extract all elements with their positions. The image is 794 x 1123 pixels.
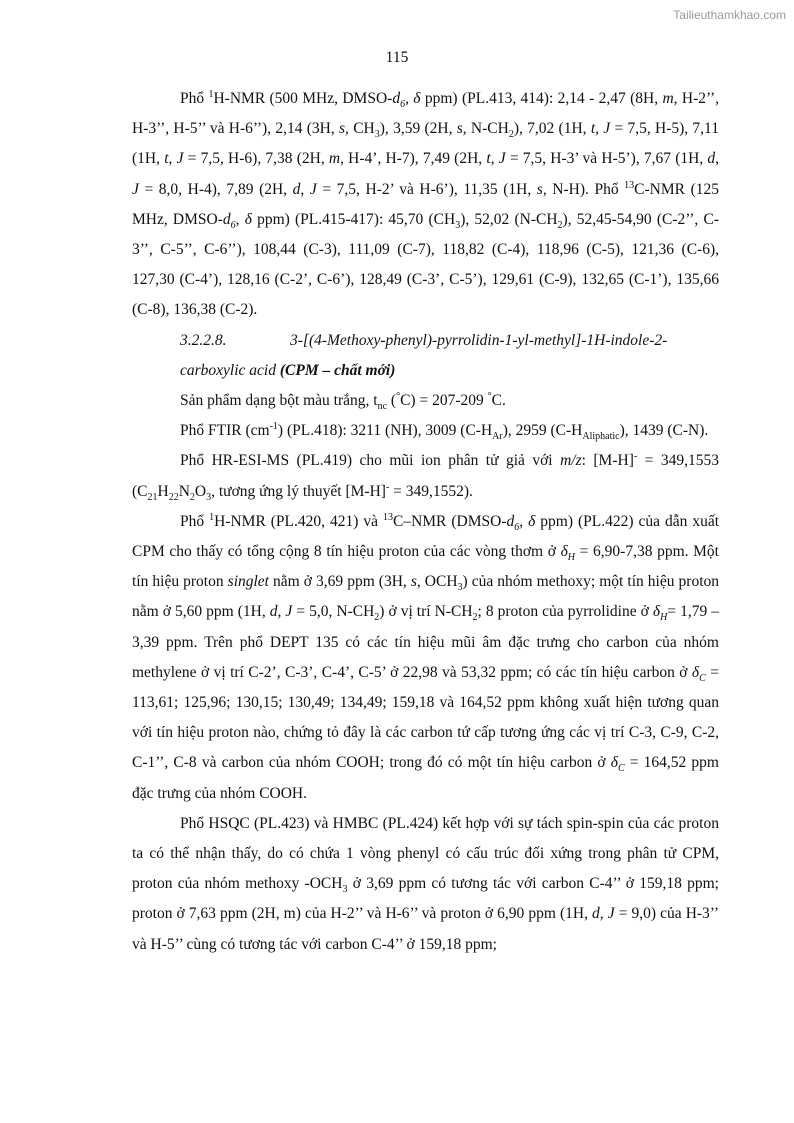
paragraph-product: Sản phẩm dạng bột màu trắng, $t_{nc}$ (°C) = 207-209 °C. xyxy=(180,390,506,413)
section-heading xyxy=(132,326,719,386)
section-number: 3.2.2.8. xyxy=(180,331,227,349)
paragraph-ms: Phổ HR-ESI-MS (PL.419) cho mũi ion phân tử giả với m/z: [M-H]- = 349,1553 ($C_{21}H_{22}N_2O_3$, tương ứng lý thuyết [M-H]- = 349,1552). xyxy=(132,451,719,503)
document-body xyxy=(132,84,719,960)
paragraph-nmr: Phổ $^1$H-NMR (PL.420, 421) và $^{13}$C–NMR ($DMSO-d_6$, δ ppm) (PL.422) của dẫn xuất CPM cho thấy có tổng cộng 8 tín hiệu proton của các vòng thơm ở $\delta_H = 6,90-7,38$ ppm. Một tín hiệu proton singlet nằm ở 3,69 ppm (3H, s, $OCH_3$) của nhóm methoxy; một tín hiệu proton nằm ở 5,60 ppm (1H, d, J = 5,0, $N-CH_2$) ở vị trí $N-CH_2$; 8 proton của pyrrolidine ở $\delta_H= 1,79 - 3,39$ ppm. Trên phổ DEPT 135 có các tín hiệu mũi âm đặc trưng cho carbon của nhóm methylene ở vị trí C-2’, C-3’, C-4’, C-5’ ở 22,98 và 53,32 ppm; có các tín hiệu carbon ở $\delta_C = 113,61$; 125,96; 130,15; 130,49; 134,49; 159,18 và 164,52 ppm không xuất hiện tương quan với tín hiệu proton nào, chứng tỏ đây là các carbon tứ cấp tương ứng các vị trí C-3, C-9, C-2, C-1’’, C-8 và carbon của nhóm COOH; trong đó có một tín hiệu carbon ở $\delta_C = 164,52$ ppm đặc trưng của nhóm COOH. xyxy=(132,511,720,802)
paragraph-ftir: Phổ FTIR $(cm^{-1})$ (PL.418): 3211 (NH), 3009 $(C-H_{Ar})$, 2959 $(C-H_{Aliphatic})$, 1439 (C-N). xyxy=(180,421,709,443)
section-title: 3-[(4-Methoxy-phenyl)-pyrrolidin-1-yl-methyl]-1H-indole-2-carboxylic acid (CPM – chất mới) xyxy=(180,331,668,379)
watermark: Tailieuthamkhao.com xyxy=(673,8,786,22)
page-number: 115 xyxy=(385,49,409,66)
paragraph-hsqc: Phổ HSQC (PL.423) và HMBC (PL.424) kết hợp với sự tách spin-spin của các proton ta có thể nhận thấy, do có chứa 1 vòng phenyl có cấu trúc đối xứng trong phân tử CPM, proton của nhóm methoxy $-OCH_3$ ở 3,69 ppm có tương tác với carbon C-4’’ ở 159,18 ppm; proton ở 7,63 ppm (2H, m) của H-2’’ và H-6’’ và proton ở 6,90 ppm (1H, d, J = 9,0) của H-3’’ và H-5’’ cùng có tương tác với carbon C-4’’ ở 159,18 ppm; xyxy=(132,814,719,953)
paragraph-nmr-previous: Phổ $^1$H-NMR (500 MHz, DMSO-$d_6$, δ ppm) (PL.413, 414): 2,14 - 2,47 (8H, m, H-2’’, H-3’’, H-5’’ và H-6’’), 2,14 (3H, s, $CH_3$), 3,59 (2H, s, $N-CH_2$), 7,02 (1H, t, J = 7,5, H-5), 7,11 (1H, t, J = 7,5, H-6), 7,38 (2H, m, H-4’, H-7), 7,49 (2H, t, J = 7,5, H-3’ và H-5’), 7,67 (1H, d, J = 8,0, H-4), 7,89 (2H, d, J = 7,5, H-2’ và H-6’), 11,35 (1H, s, N-H). Phổ $^{13}$C-NMR (125 MHz, DMSO-$d_6$, δ ppm) (PL.415-417): 45,70 $(CH_3)$, 52,02 $(N-CH_2)$, 52,45-54,90 (C-2’’, C-3’’, C-5’’, C-6’’), 108,44 (C-3), 111,09 (C-7), 118,82 (C-4), 118,96 (C-5), 121,36 (C-6), 127,30 (C-4’), 128,16 (C-2’, C-6’), 128,49 (C-3’, C-5’), 129,61 (C-9), 132,65 (C-1’), 135,66 (C-8), 136,38 (C-2). xyxy=(132,88,720,319)
